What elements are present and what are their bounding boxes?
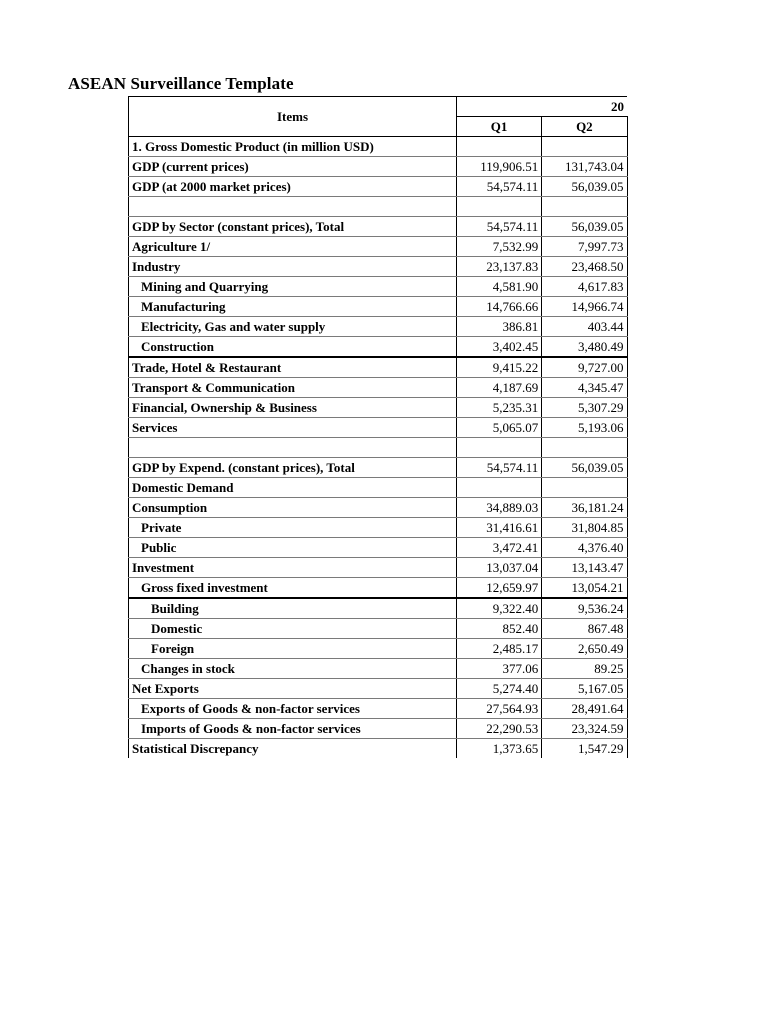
row-value-q2: 7,997.73 — [542, 237, 627, 257]
table-row — [129, 418, 639, 438]
row-value-q1 — [456, 438, 541, 458]
row-value-q2: 3,480.49 — [542, 337, 627, 358]
surveillance-table — [128, 96, 638, 758]
row-value-q2: 56,039.05 — [542, 458, 627, 478]
row-label: 1. Gross Domestic Product (in million USD) — [129, 137, 457, 157]
row-label: Services — [129, 418, 457, 438]
table-row — [129, 257, 639, 277]
row-value-q2: 403.44 — [542, 317, 627, 337]
table-row — [129, 357, 639, 378]
row-value-q1: 119,906.51 — [456, 157, 541, 177]
table-row — [129, 719, 639, 739]
row-value-q2: 5,193.06 — [542, 418, 627, 438]
row-value-q2: 5,307.29 — [542, 398, 627, 418]
row-value-q1: 3,402.45 — [456, 337, 541, 358]
row-label — [129, 197, 457, 217]
row-value-q1: 54,574.11 — [456, 217, 541, 237]
row-value-q2: 56,039.05 — [542, 177, 627, 197]
row-value-q2: 4,345.47 — [542, 378, 627, 398]
year-header: 20 — [456, 97, 627, 117]
row-label: Domestic — [129, 619, 457, 639]
row-value-q2: 14,966.74 — [542, 297, 627, 317]
row-value-q2: 9,727.00 — [542, 357, 627, 378]
row-value-q2: 89.25 — [542, 659, 627, 679]
row-value-q2: 23,468.50 — [542, 257, 627, 277]
table-row — [129, 739, 639, 759]
row-value-q2: 2,650.49 — [542, 639, 627, 659]
row-label: Foreign — [129, 639, 457, 659]
row-value-q2: 5,167.05 — [542, 679, 627, 699]
table-row — [129, 398, 639, 418]
row-value-q2: 31,804.85 — [542, 518, 627, 538]
row-value-q1: 22,290.53 — [456, 719, 541, 739]
row-value-q2: 9,536.24 — [542, 598, 627, 619]
row-value-q1: 5,235.31 — [456, 398, 541, 418]
table-row — [129, 378, 639, 398]
row-label: Manufacturing — [129, 297, 457, 317]
table-row — [129, 478, 639, 498]
table-row — [129, 458, 639, 478]
row-value-q1: 9,322.40 — [456, 598, 541, 619]
row-label: Industry — [129, 257, 457, 277]
table-row — [129, 639, 639, 659]
row-label: GDP by Expend. (constant prices), Total — [129, 458, 457, 478]
table-row — [129, 438, 639, 458]
table-row — [129, 578, 639, 599]
row-value-q1 — [456, 478, 541, 498]
row-label: Net Exports — [129, 679, 457, 699]
row-value-q2 — [542, 197, 627, 217]
row-label: Trade, Hotel & Restaurant — [129, 357, 457, 378]
surveillance-table-container — [128, 96, 638, 758]
row-value-q2: 4,376.40 — [542, 538, 627, 558]
row-value-q1: 1,373.65 — [456, 739, 541, 759]
row-value-q1: 3,472.41 — [456, 538, 541, 558]
table-row — [129, 598, 639, 619]
table-row — [129, 297, 639, 317]
row-label: Imports of Goods & non-factor services — [129, 719, 457, 739]
row-value-q1: 7,532.99 — [456, 237, 541, 257]
row-value-q1: 54,574.11 — [456, 177, 541, 197]
row-label: Gross fixed investment — [129, 578, 457, 599]
table-row — [129, 538, 639, 558]
table-row — [129, 277, 639, 297]
row-label: Domestic Demand — [129, 478, 457, 498]
table-row — [129, 337, 639, 358]
row-value-q1: 12,659.97 — [456, 578, 541, 599]
row-value-q1: 2,485.17 — [456, 639, 541, 659]
header-row-year — [129, 97, 639, 117]
row-label: Agriculture 1/ — [129, 237, 457, 257]
row-value-q2 — [542, 438, 627, 458]
row-value-q1: 9,415.22 — [456, 357, 541, 378]
table-row — [129, 157, 639, 177]
row-label: Consumption — [129, 498, 457, 518]
row-value-q2 — [542, 137, 627, 157]
row-label: Electricity, Gas and water supply — [129, 317, 457, 337]
row-value-q2: 1,547.29 — [542, 739, 627, 759]
table-row — [129, 699, 639, 719]
row-value-q1: 27,564.93 — [456, 699, 541, 719]
row-value-q1 — [456, 197, 541, 217]
row-label: GDP (at 2000 market prices) — [129, 177, 457, 197]
row-label: GDP by Sector (constant prices), Total — [129, 217, 457, 237]
row-value-q1: 4,581.90 — [456, 277, 541, 297]
table-row — [129, 619, 639, 639]
table-row — [129, 498, 639, 518]
table-row — [129, 659, 639, 679]
row-value-q2: 56,039.05 — [542, 217, 627, 237]
row-label: Financial, Ownership & Business — [129, 398, 457, 418]
row-value-q1: 13,037.04 — [456, 558, 541, 578]
table-row — [129, 518, 639, 538]
row-value-q2: 13,054.21 — [542, 578, 627, 599]
row-value-q1: 5,065.07 — [456, 418, 541, 438]
table-row — [129, 679, 639, 699]
table-row — [129, 177, 639, 197]
row-label: Investment — [129, 558, 457, 578]
row-value-q2: 28,491.64 — [542, 699, 627, 719]
row-value-q1: 14,766.66 — [456, 297, 541, 317]
row-value-q1: 5,274.40 — [456, 679, 541, 699]
table-row — [129, 317, 639, 337]
page-title: ASEAN Surveillance Template — [68, 74, 294, 93]
row-label: Private — [129, 518, 457, 538]
row-label: Changes in stock — [129, 659, 457, 679]
row-value-q2: 36,181.24 — [542, 498, 627, 518]
row-value-q1: 31,416.61 — [456, 518, 541, 538]
row-value-q1 — [456, 137, 541, 157]
row-value-q2: 131,743.04 — [542, 157, 627, 177]
row-value-q2: 23,324.59 — [542, 719, 627, 739]
row-label: Construction — [129, 337, 457, 358]
quarter-header-q2: Q2 — [542, 117, 627, 137]
quarter-header-q1: Q1 — [456, 117, 541, 137]
row-label — [129, 438, 457, 458]
row-value-q2: 867.48 — [542, 619, 627, 639]
row-value-q1: 4,187.69 — [456, 378, 541, 398]
row-label: Public — [129, 538, 457, 558]
row-label: Mining and Quarrying — [129, 277, 457, 297]
table-row — [129, 558, 639, 578]
row-label: Statistical Discrepancy — [129, 739, 457, 759]
row-value-q2 — [542, 478, 627, 498]
row-value-q2: 4,617.83 — [542, 277, 627, 297]
row-label: Exports of Goods & non-factor services — [129, 699, 457, 719]
row-value-q1: 54,574.11 — [456, 458, 541, 478]
row-label: Transport & Communication — [129, 378, 457, 398]
table-row — [129, 197, 639, 217]
row-value-q2: 13,143.47 — [542, 558, 627, 578]
row-value-q1: 377.06 — [456, 659, 541, 679]
row-value-q1: 23,137.83 — [456, 257, 541, 277]
row-label: GDP (current prices) — [129, 157, 457, 177]
row-value-q1: 34,889.03 — [456, 498, 541, 518]
row-value-q1: 386.81 — [456, 317, 541, 337]
row-value-q1: 852.40 — [456, 619, 541, 639]
table-row — [129, 237, 639, 257]
row-label: Building — [129, 598, 457, 619]
table-row — [129, 217, 639, 237]
table-body — [129, 137, 639, 759]
table-row — [129, 137, 639, 157]
items-column-header: Items — [129, 97, 457, 137]
